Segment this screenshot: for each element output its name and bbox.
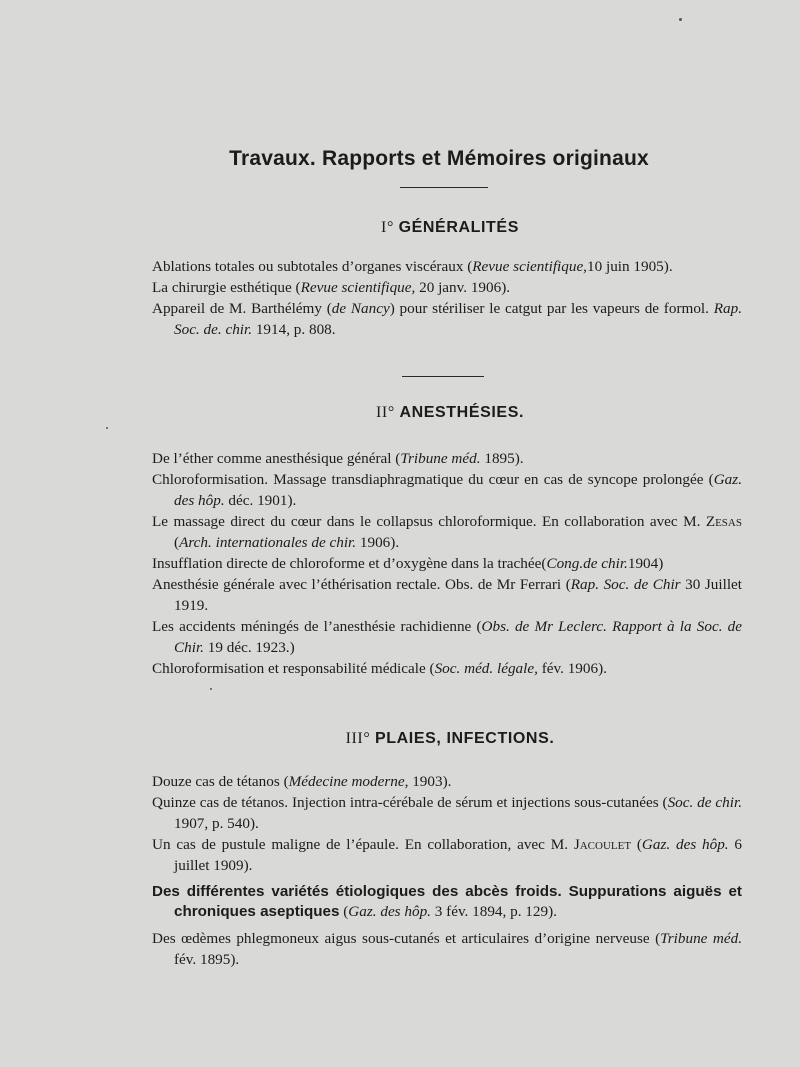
section-plaies-list xyxy=(152,771,742,970)
list-item: Insufflation directe de chloroforme et d’oxygène dans la trachée(Cong.de chir.1904) xyxy=(152,555,664,572)
list-item: Les accidents méningés de l’anesthésie rachidienne (Obs. de Mr Leclerc. Rapport à la Soc. de Chir. 19 déc. 1923.) xyxy=(152,618,743,656)
section-generalites-list xyxy=(152,256,742,340)
list-item: De l’éther comme anesthésique général (Tribune méd. 1895). xyxy=(152,450,524,467)
list-item: La chirurgie esthétique (Revue scientifique, 20 janv. 1906). xyxy=(152,279,511,296)
paper-speck xyxy=(679,18,682,21)
list-item-highlighted: Des différentes variétés étiologiques des abcès froids. Suppurations aiguës et chroniques aseptiques (Gaz. des hôp. 3 fév. 1894, p. 129). xyxy=(152,883,742,920)
section-rule xyxy=(402,376,484,377)
title-rule xyxy=(400,187,488,188)
list-item: Chloroformisation et responsabilité médicale (Soc. méd. légale, fév. 1906). xyxy=(152,660,607,677)
list-item: Un cas de pustule maligne de l’épaule. En collaboration, avec M. Jacoulet (Gaz. des hôp. 6 juillet 1909). xyxy=(152,836,742,874)
list-item: Douze cas de tétanos (Médecine moderne, 1903). xyxy=(152,773,452,790)
paper-speck xyxy=(106,427,108,429)
list-item: Ablations totales ou subtotales d’organes viscéraux (Revue scientifique,10 juin 1905). xyxy=(152,258,673,275)
section-heading-anesthesies: II° ANESTHÉSIES. xyxy=(375,404,525,421)
list-item: Quinze cas de tétanos. Injection intra-cérébale de sérum et injections sous-cutanées (Soc. de chir. 1907, p. 540). xyxy=(152,794,742,832)
list-item: Chloroformisation. Massage transdiaphragmatique du cœur en cas de syncope prolongée (Gaz. des hôp. déc. 1901). xyxy=(152,471,742,509)
section-heading-plaies-infections: III° PLAIES, INFECTIONS. xyxy=(345,730,555,747)
section-anesthesies-list xyxy=(152,448,742,679)
list-item: Appareil de M. Barthélémy (de Nancy) pour stériliser le catgut par les vapeurs de formol. Rap. Soc. de. chir. 1914, p. 808. xyxy=(152,300,742,338)
section-heading-generalites: I° GÉNÉRALITÉS xyxy=(381,219,519,236)
list-item: Anesthésie générale avec l’éthérisation rectale. Obs. de Mr Ferrari (Rap. Soc. de Chir 30 Juillet 1919. xyxy=(152,576,743,614)
page-title: Travaux. Rapports et Mémoires originaux xyxy=(229,147,649,170)
list-item: Des œdèmes phlegmoneux aigus sous-cutanés et articulaires d’origine nerveuse (Tribune méd. fév. 1895). xyxy=(152,930,742,968)
list-item: Le massage direct du cœur dans le collapsus chloroformique. En collaboration avec M. Zesas (Arch. internationales de chir. 1906). xyxy=(152,513,742,551)
paper-speck xyxy=(210,688,212,690)
